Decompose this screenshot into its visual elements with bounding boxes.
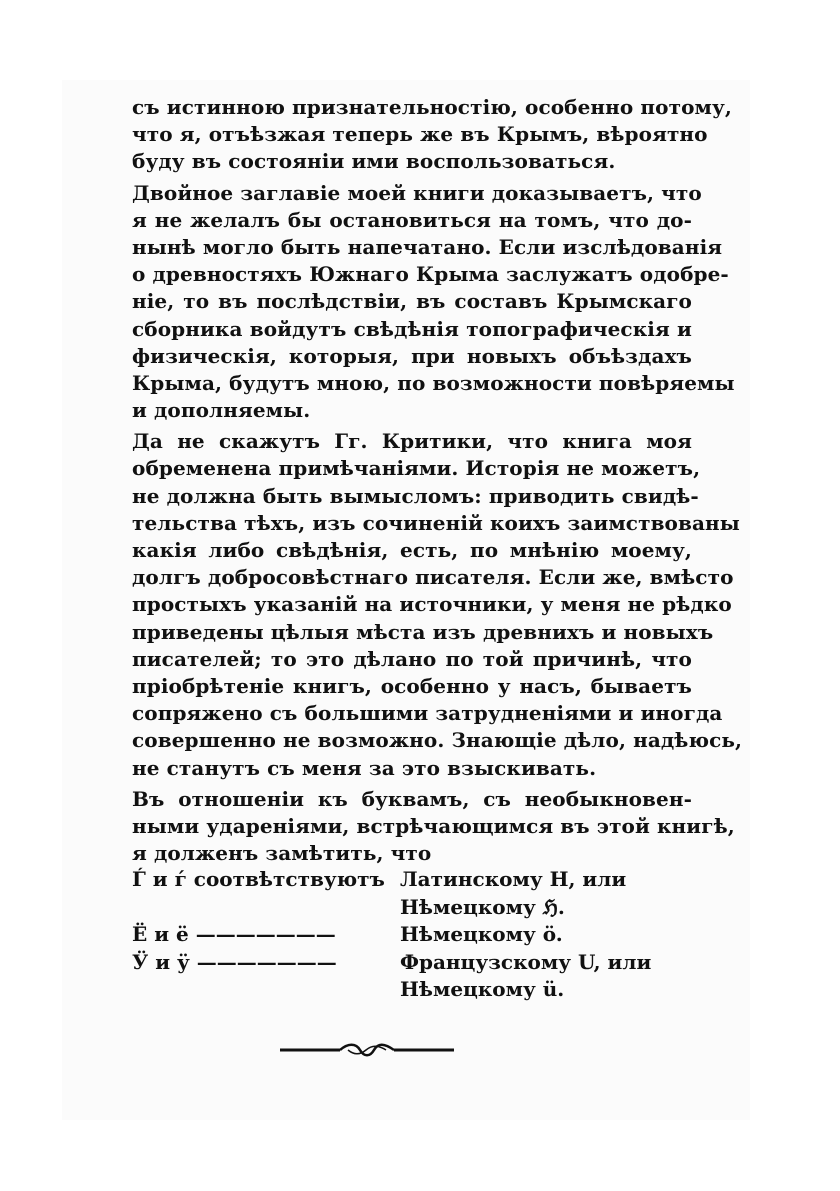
text-line: сборника войдутъ свѣдѣнiя топографическiя и bbox=[132, 316, 692, 341]
table-cell-left: Ӱ и ӱ ——————— bbox=[132, 949, 337, 974]
text-line: Да не скажутъ Гг. Критики, что книга моя bbox=[132, 429, 692, 454]
text-line: не должна быть вымысломъ: приводить свидѣ- bbox=[132, 483, 699, 508]
text-line: совершенно не возможно. Знающiе дѣло, надѣюсь, bbox=[132, 728, 743, 753]
table-cell-left: Ё и ё ——————— bbox=[132, 922, 336, 947]
text-line: простыхъ указанiй на источники, у меня не рѣдко bbox=[132, 592, 732, 617]
ornamental-divider bbox=[278, 1040, 456, 1060]
table-cell-left: Ѓ и ѓ соотвѣтствуютъ bbox=[132, 867, 385, 891]
table-row bbox=[132, 976, 692, 1004]
text-line: буду въ состоянiи ими воспользоваться. bbox=[132, 149, 616, 174]
table-row bbox=[132, 921, 692, 949]
text-line: прiобрѣтенiе книгъ, особенно у насъ, бываетъ bbox=[132, 673, 692, 698]
table-row bbox=[132, 894, 692, 922]
text-line: и дополняемы. bbox=[132, 398, 311, 423]
text-line: какiя либо свѣдѣнiя, есть, по мнѣнiю моему, bbox=[132, 538, 692, 562]
body-text bbox=[132, 94, 743, 867]
table-cell-right: Латинскому H, или bbox=[400, 867, 627, 891]
text-line: съ истинною признательностiю, особенно потому, bbox=[132, 95, 732, 119]
table-cell-right: Нѣмецкому ℌ. bbox=[400, 894, 565, 919]
table-row bbox=[132, 949, 692, 977]
text-line: о древностяхъ Южнаго Крыма заслужатъ одобре- bbox=[132, 262, 729, 287]
text-line: ными удареніями, встрѣчающимся въ этой книгѣ, bbox=[132, 813, 735, 838]
table-cell-right: Нѣмецкому ü. bbox=[400, 977, 565, 1002]
table-row bbox=[132, 866, 692, 894]
text-line: сопряжено съ большими затрудненiями и иногда bbox=[132, 701, 723, 726]
text-line: обременена примѣчанiями. Исторiя не можетъ, bbox=[132, 456, 701, 481]
text-line: Двойное заглавiе моей книги доказываетъ, что bbox=[132, 180, 702, 205]
text-line: физическiя, которыя, при новыхъ объѣздахъ bbox=[132, 343, 692, 368]
text-line: не станутъ съ меня за это взыскивать. bbox=[132, 755, 597, 780]
text-line: приведены цѣлыя мѣста изъ древнихъ и новыхъ bbox=[132, 619, 714, 644]
table-cell-right: Французскому U, или bbox=[400, 949, 652, 974]
letter-correspondence-table bbox=[132, 866, 692, 1004]
text-line: долгъ добросовѣстнаго писателя. Если же, вмѣсто bbox=[132, 565, 734, 590]
table-cell-right: Нѣмецкому ö. bbox=[400, 922, 563, 947]
text-line: писателей; то это дѣлано по той причинѣ, что bbox=[132, 646, 692, 671]
text-line: нынѣ могло быть напечатано. Если изслѣдованiя bbox=[132, 234, 723, 259]
text-line: Крыма, будутъ мною, по возможности повѣряемы bbox=[132, 370, 735, 395]
text-line: что я, отъѣзжая теперь же въ Крымъ, вѣроятно bbox=[132, 122, 708, 147]
text-line: я долженъ замѣтить, что bbox=[132, 841, 432, 866]
text-line: я не желалъ бы остановиться на томъ, что до- bbox=[132, 207, 692, 232]
text-line: нiе, то въ послѣдствiи, въ составъ Крымскаго bbox=[132, 289, 692, 314]
text-line: тельства тѣхъ, изъ сочиненiй коихъ заимствованы bbox=[132, 510, 740, 535]
text-line: Въ отношенiи къ буквамъ, съ необыкновен- bbox=[132, 786, 692, 811]
